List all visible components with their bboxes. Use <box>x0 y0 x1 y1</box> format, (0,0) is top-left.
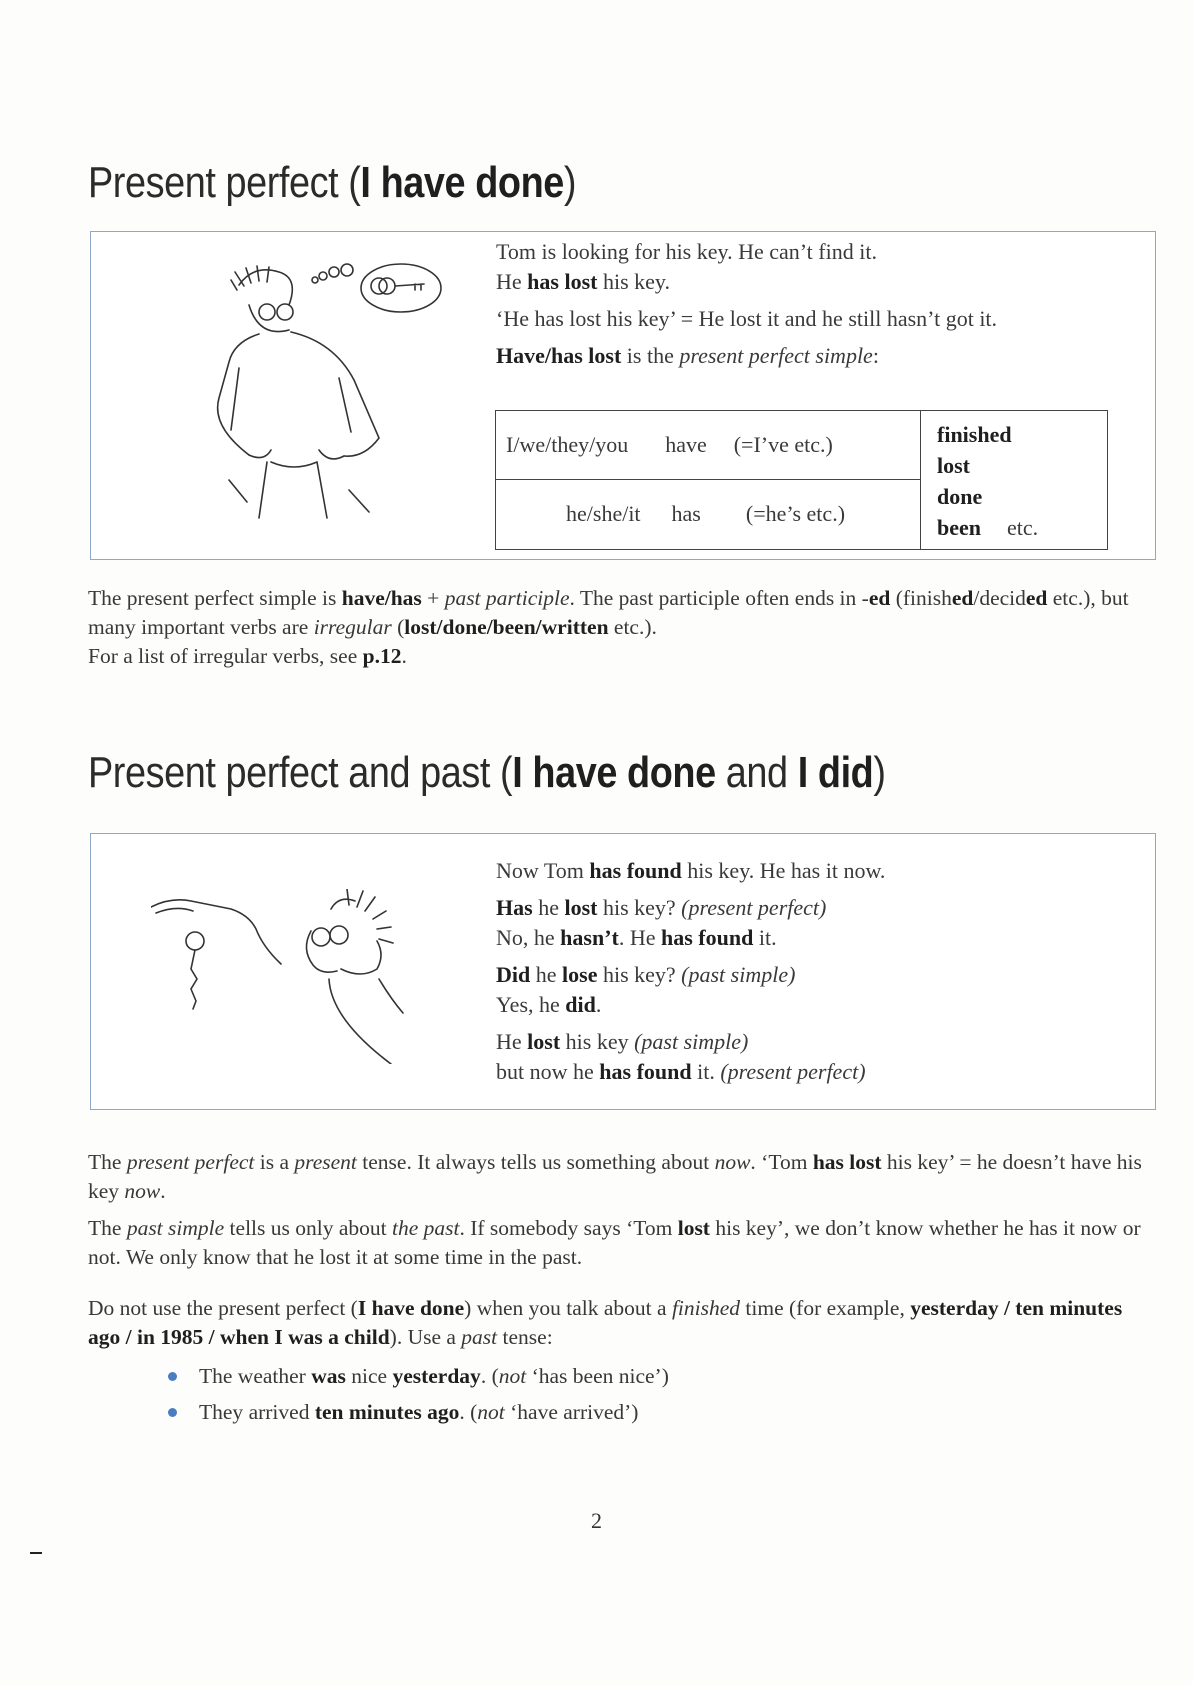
man-found-key-illustration <box>151 889 481 1064</box>
form-row-has <box>496 479 921 549</box>
bullet-item: The weather was nice yesterday. (not ‘has been nice’) <box>168 1358 1148 1394</box>
man-searching-illustration <box>139 250 469 545</box>
example-box-1 <box>90 231 1156 560</box>
form-row-have <box>496 411 921 480</box>
example-bullet-list <box>88 1358 1148 1430</box>
etc-note: etc. <box>1007 515 1039 540</box>
example-text-2 <box>496 856 885 1087</box>
bullet-item: They arrived ten minutes ago. (not ‘have arrived’) <box>168 1394 1148 1430</box>
example-line: Yes, he did. <box>496 992 602 1017</box>
example-line: Tom is looking for his key. He can’t find it. <box>496 239 877 264</box>
participle: done <box>937 484 983 509</box>
example-line: Did he lose his key? (past simple) <box>496 962 796 987</box>
auxiliary-verb: have <box>665 431 707 457</box>
example-line: Has he lost his key? (present perfect) <box>496 895 827 920</box>
bullet-dot-icon <box>168 1372 177 1381</box>
explanation-paragraph: The past simple tells us only about the past. If somebody says ‘Tom lost his key’, we don’t know whether he has it now or not. We only know that he lost it at some time in the past. <box>88 1216 1141 1269</box>
example-line: ‘He has lost his key’ = He lost it and he still hasn’t got it. <box>496 306 998 331</box>
present-perfect-forms-table <box>495 410 1108 550</box>
example-text-1 <box>496 237 997 371</box>
example-line: Now Tom has found his key. He has it now. <box>496 858 886 883</box>
example-line: He lost his key (past simple) <box>496 1029 749 1054</box>
explanation-block-2 <box>88 1148 1148 1430</box>
section1-title: Present perfect (I have done) <box>88 158 577 207</box>
example-box-2 <box>90 833 1156 1110</box>
page-number: 2 <box>591 1508 602 1533</box>
participle: finished <box>937 422 1012 447</box>
example-line: No, he hasn’t. He has found it. <box>496 925 777 950</box>
explanation-paragraph: Do not use the present perfect (I have done) when you talk about a finished time (for example, yesterday / ten minutes ago / in 1985 / when I was a child). Use a past tense: <box>88 1296 1123 1349</box>
participles-cell <box>921 411 1108 550</box>
scan-mark <box>30 1552 42 1554</box>
explanation-paragraph: The present perfect is a present tense. It always tells us something about now. ‘Tom has lost his key’ = he doesn’t have his key now. <box>88 1150 1142 1203</box>
subject-list: he/she/it <box>566 501 641 527</box>
example-line: but now he has found it. (present perfect) <box>496 1059 866 1084</box>
contraction-note: (=I’ve etc.) <box>733 431 833 457</box>
bullet-dot-icon <box>168 1408 177 1417</box>
participle: been <box>937 515 981 540</box>
subject-list: I/we/they/you <box>506 431 629 457</box>
example-line: He has lost his key. <box>496 269 670 294</box>
auxiliary-verb: has <box>671 501 701 527</box>
explanation-paragraph-1: The present perfect simple is have/has + past participle. The past participle often ends in -ed (finished/decided etc.), but many important verbs are irregular (lost/done/been/written etc.). For a list of irregular verbs, see p.12. <box>88 586 1129 668</box>
example-line: Have/has lost is the present perfect simple: <box>496 343 879 368</box>
participle: lost <box>937 453 970 478</box>
section2-title: Present perfect and past (I have done and I did) <box>88 748 886 797</box>
contraction-note: (=he’s etc.) <box>745 501 846 527</box>
